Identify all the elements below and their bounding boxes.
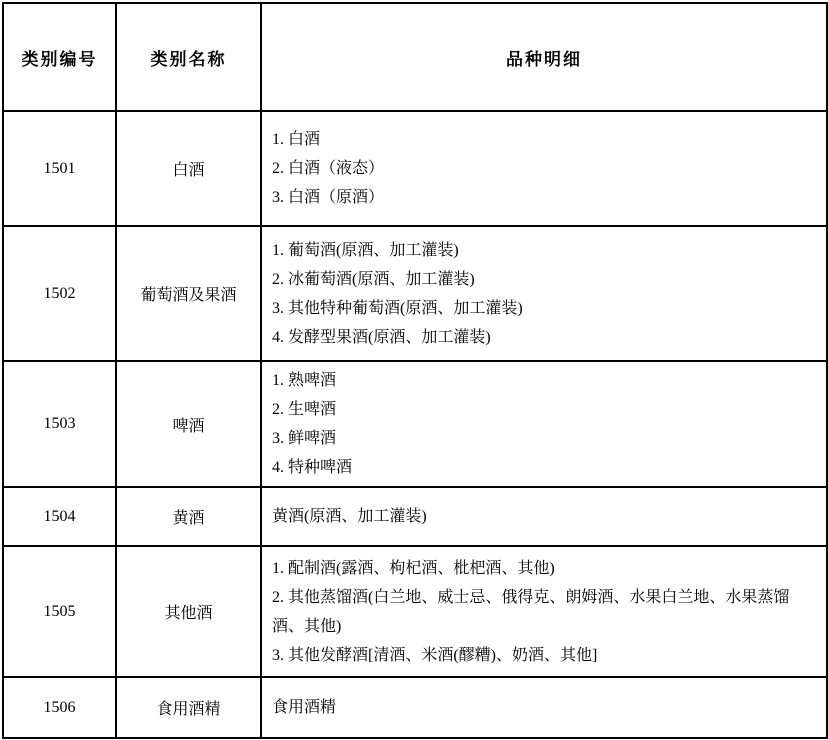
detail-line: 1. 配制酒(露酒、枸杞酒、枇杷酒、其他)	[272, 559, 555, 577]
table-row	[3, 546, 827, 677]
detail-line: 3. 白酒（原酒）	[272, 189, 385, 206]
detail-line: 2. 生啤酒	[272, 401, 337, 418]
table-row	[3, 361, 827, 487]
category-code: 1501	[3, 111, 116, 226]
category-details	[261, 546, 827, 677]
category-name: 其他酒	[116, 546, 261, 677]
detail-line: 2. 白酒（液态）	[272, 160, 385, 177]
detail-line: 3. 鲜啤酒	[272, 430, 337, 447]
detail-line: 1. 白酒	[272, 131, 321, 148]
detail-line: 3. 其他发酵酒[清酒、米酒(醪糟)、奶酒、其他]	[272, 646, 598, 664]
detail-line: 黄酒(原酒、加工灌装)	[272, 508, 427, 525]
category-name: 白酒	[116, 111, 261, 226]
category-details	[261, 487, 827, 546]
category-name: 食用酒精	[116, 677, 261, 738]
category-name: 葡萄酒及果酒	[116, 226, 261, 361]
detail-line: 2. 其他蒸馏酒(白兰地、威士忌、俄得克、朗姆酒、水果白兰地、水果蒸馏酒、其他)	[272, 588, 790, 635]
category-details	[261, 226, 827, 361]
column-header-category-name: 类别名称	[116, 3, 261, 111]
detail-line: 2. 冰葡萄酒(原酒、加工灌装)	[272, 270, 475, 288]
detail-line: 4. 发酵型果酒(原酒、加工灌装)	[272, 328, 491, 346]
category-details	[261, 361, 827, 487]
category-name: 啤酒	[116, 361, 261, 487]
category-details	[261, 111, 827, 226]
table-row	[3, 677, 827, 738]
detail-line: 1. 熟啤酒	[272, 372, 337, 389]
table-row	[3, 487, 827, 546]
table-row	[3, 111, 827, 226]
category-code: 1503	[3, 361, 116, 487]
category-code: 1506	[3, 677, 116, 738]
column-header-category-code: 类别编号	[3, 3, 116, 111]
column-header-variety-details: 品种明细	[261, 3, 827, 111]
detail-line: 3. 其他特种葡萄酒(原酒、加工灌装)	[272, 299, 523, 317]
category-code: 1505	[3, 546, 116, 677]
category-code: 1502	[3, 226, 116, 361]
category-details	[261, 677, 827, 738]
alcohol-category-table	[2, 2, 828, 739]
detail-line: 4. 特种啤酒	[272, 459, 353, 476]
detail-line: 1. 葡萄酒(原酒、加工灌装)	[272, 241, 459, 259]
table-row	[3, 226, 827, 361]
category-name: 黄酒	[116, 487, 261, 546]
header-row	[3, 3, 827, 111]
detail-line: 食用酒精	[272, 699, 337, 716]
category-code: 1504	[3, 487, 116, 546]
